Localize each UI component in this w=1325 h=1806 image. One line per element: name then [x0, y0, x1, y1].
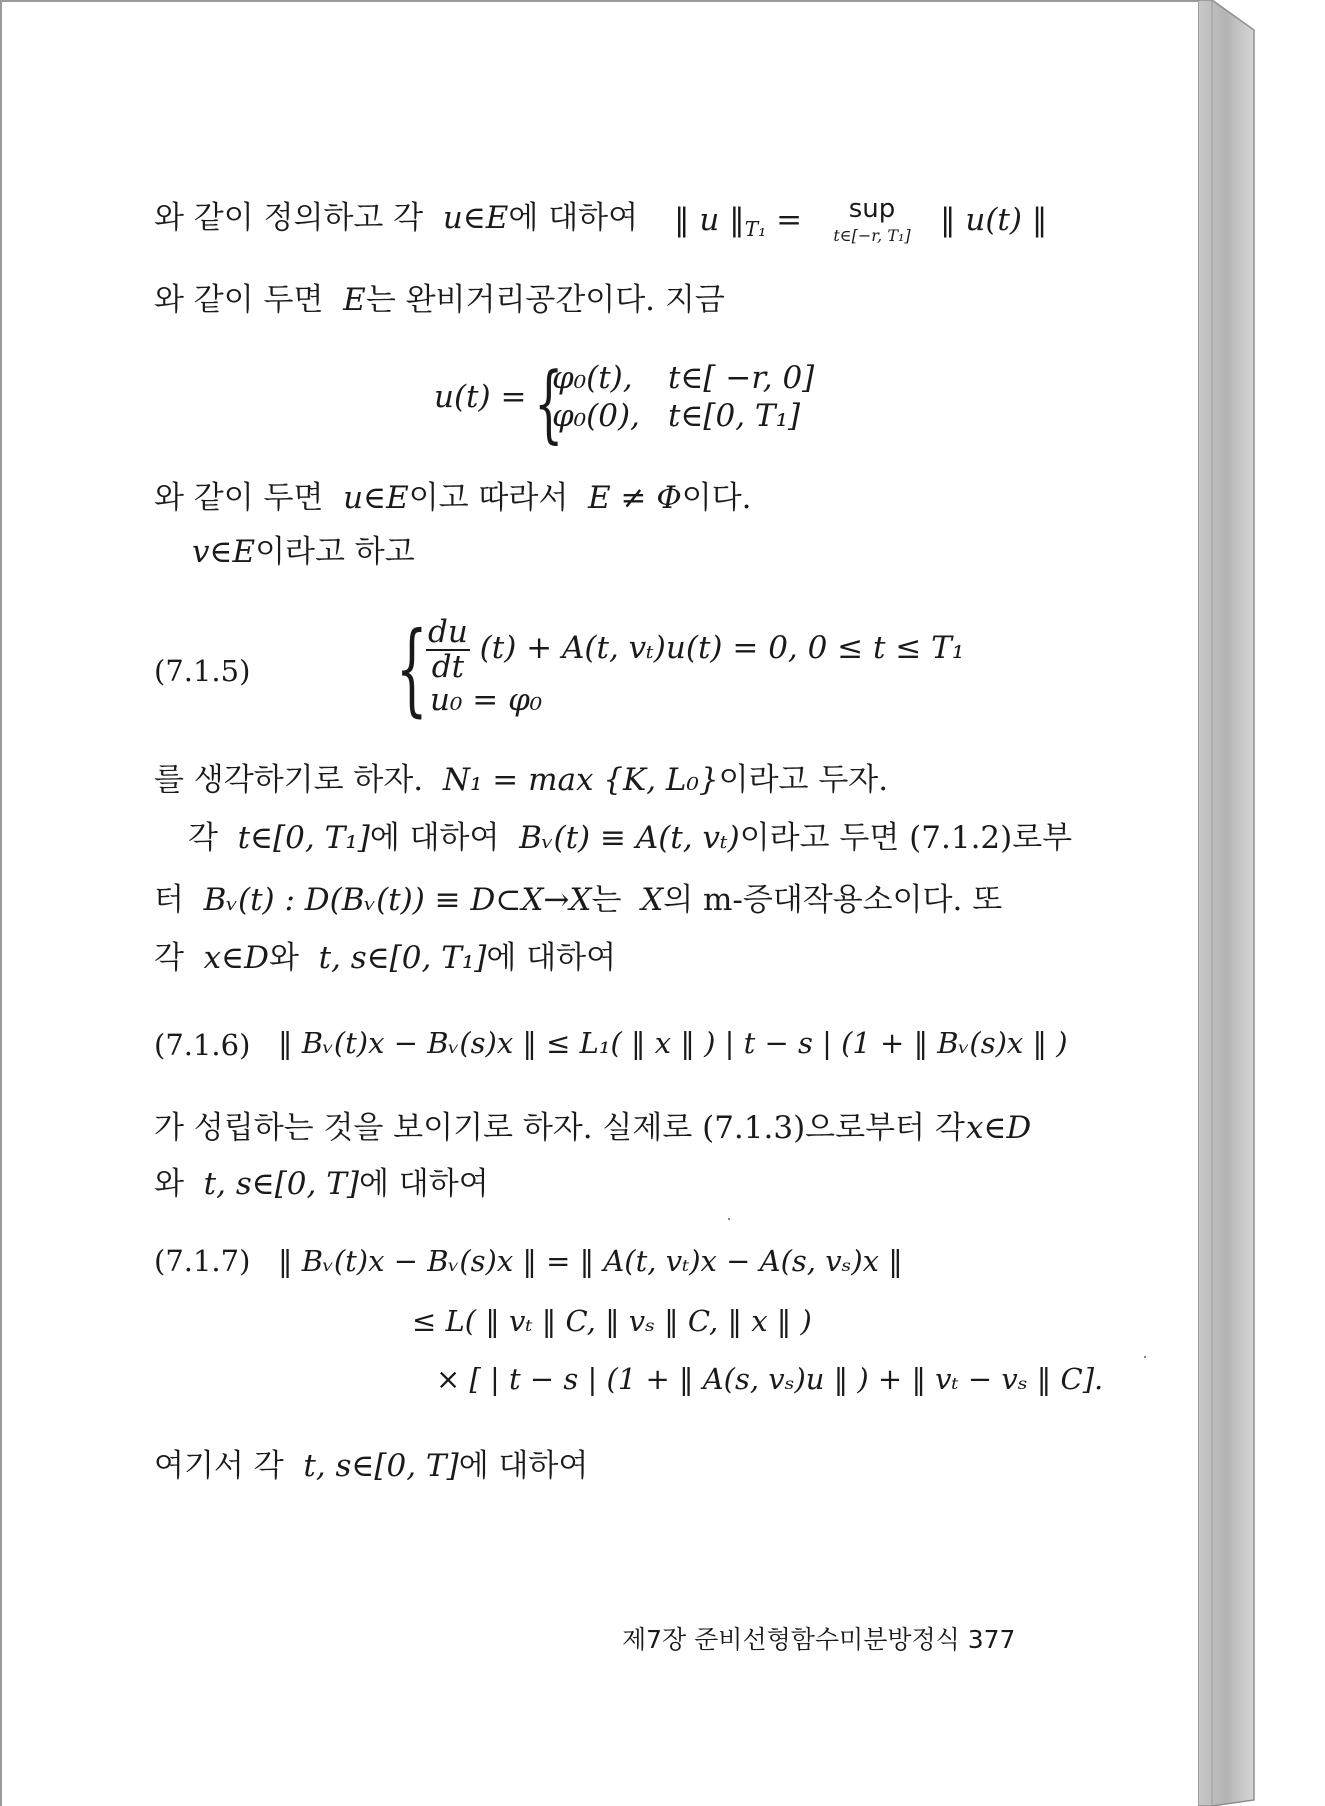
equation-number: (7.1.5): [154, 654, 251, 688]
equation-row: × [ | t − s | (1 + ‖ A(s, vₛ)u ‖ ) + ‖ vₜ − vₛ ‖ C].: [436, 1362, 1104, 1396]
equation-lhs: u(t) =: [434, 379, 527, 415]
math-inline: t, s∈[0, T]: [303, 1448, 459, 1484]
text: 와 같이 정의하고 각: [154, 200, 424, 236]
text: 에 대하여: [458, 1448, 589, 1484]
left-brace: {: [395, 610, 428, 727]
math-inline: t∈[0, T₁]: [237, 820, 370, 856]
sup-range: t∈[−r, T₁]: [833, 226, 911, 245]
fraction-denominator: dt: [431, 648, 465, 685]
math-inline: E: [343, 282, 366, 318]
text: 에 대하여: [508, 200, 639, 236]
math-inline: x∈D: [203, 940, 269, 976]
text: 와 같이 두면: [154, 480, 324, 516]
text-line-3: [154, 480, 752, 517]
math-inline: ‖ u ‖: [674, 202, 745, 238]
text: 와 같이 두면: [154, 282, 324, 318]
text: 이라고 하고: [255, 534, 415, 570]
math-inline: Bᵥ(t) : D(Bᵥ(t)) ≡ D⊂X→X: [203, 882, 592, 918]
text: 터: [154, 882, 184, 918]
text-line-9: [154, 1110, 965, 1147]
text-line-8: [154, 940, 616, 977]
speck: [728, 1218, 730, 1220]
equation-text: (t) + A(t, vₜ)u(t) = 0, 0 ≤ t ≤ T₁: [479, 630, 965, 667]
math-inline: t, s∈[0, T₁]: [318, 940, 487, 976]
math-inline: X: [641, 882, 664, 918]
text: 에 대하여: [369, 820, 500, 856]
equation-number: (7.1.6): [154, 1028, 251, 1062]
text-line-11: [154, 1448, 588, 1485]
math-inline: u∈E: [442, 200, 509, 236]
text: 이다.: [681, 480, 752, 516]
speck: [1144, 1356, 1146, 1358]
text: 각: [188, 820, 218, 856]
subscript: T₁: [744, 217, 767, 242]
case-condition: t∈[0, T₁]: [668, 398, 801, 434]
sup-operator: sup: [848, 194, 896, 224]
math-inline: N₁ = max {K, L₀}: [442, 762, 719, 798]
fraction: [426, 616, 470, 683]
math-inline: ‖ u(t) ‖: [940, 202, 1048, 238]
math-inline: Bᵥ(t) ≡ A(t, vₜ): [519, 820, 740, 856]
text-line-5: [154, 762, 888, 799]
math-inline: v∈E: [192, 534, 256, 570]
text: 를 생각하기로 하자.: [154, 762, 424, 798]
equation-body: ‖ Bᵥ(t)x − Bᵥ(s)x ‖ ≤ L₁( ‖ x ‖ ) | t − s | (1 + ‖ Bᵥ(s)x ‖ ): [278, 1026, 1068, 1060]
equation-row: [426, 616, 964, 683]
case-value: φ₀(0),: [552, 398, 640, 434]
text: 는 완비거리공간이다. 지금: [365, 282, 725, 318]
text-line-10: [154, 1166, 489, 1203]
text: 에 대하여: [486, 940, 617, 976]
text: 이라고 두면 (7.1.2)로부: [739, 820, 1073, 856]
text: 에 대하여: [359, 1166, 489, 1202]
text: 의 m-증대작용소이다. 또: [663, 882, 1003, 918]
fraction-numerator: du: [428, 614, 468, 650]
text: 각: [154, 940, 184, 976]
book-edge: [1198, 0, 1260, 1806]
text: 가 성립하는 것을 보이기로 하자. 실제로 (7.1.3)으로부터 각: [154, 1110, 965, 1146]
equals-sign: =: [776, 202, 803, 238]
text: 여기서 각: [154, 1448, 284, 1484]
equation-row: ‖ Bᵥ(t)x − Bᵥ(s)x ‖ = ‖ A(t, vₜ)x − A(s, vₛ)x ‖: [278, 1244, 903, 1278]
case-condition: t∈[ −r, 0]: [668, 360, 815, 396]
equation-row: u₀ = φ₀: [430, 682, 543, 718]
case-value: φ₀(t),: [552, 360, 633, 396]
text-line-2: [154, 282, 725, 319]
equation-number: (7.1.7): [154, 1244, 251, 1278]
page-footer: 제7장 준비선형함수미분방정식 377: [622, 1625, 1016, 1654]
text: 이고 따라서: [408, 480, 569, 516]
math-inline: u∈E: [343, 480, 409, 516]
text-line-4: [192, 534, 415, 571]
equation-row: ≤ L( ‖ vₜ ‖ C, ‖ vₛ ‖ C, ‖ x ‖ ): [412, 1304, 812, 1338]
text-line-6: [188, 820, 1072, 857]
math-inline: E ≠ Φ: [588, 480, 682, 516]
text-line-1: [154, 200, 638, 237]
math-inline: x∈D: [966, 1110, 1032, 1146]
text: 와: [154, 1166, 184, 1202]
text-line-7: [154, 882, 1002, 919]
text: 는: [591, 882, 622, 918]
text: 이라고 두자.: [718, 762, 889, 798]
norm-expression: [674, 202, 802, 241]
left-brace: {: [534, 354, 564, 452]
text: 와: [268, 940, 299, 976]
math-inline: t, s∈[0, T]: [203, 1166, 359, 1202]
